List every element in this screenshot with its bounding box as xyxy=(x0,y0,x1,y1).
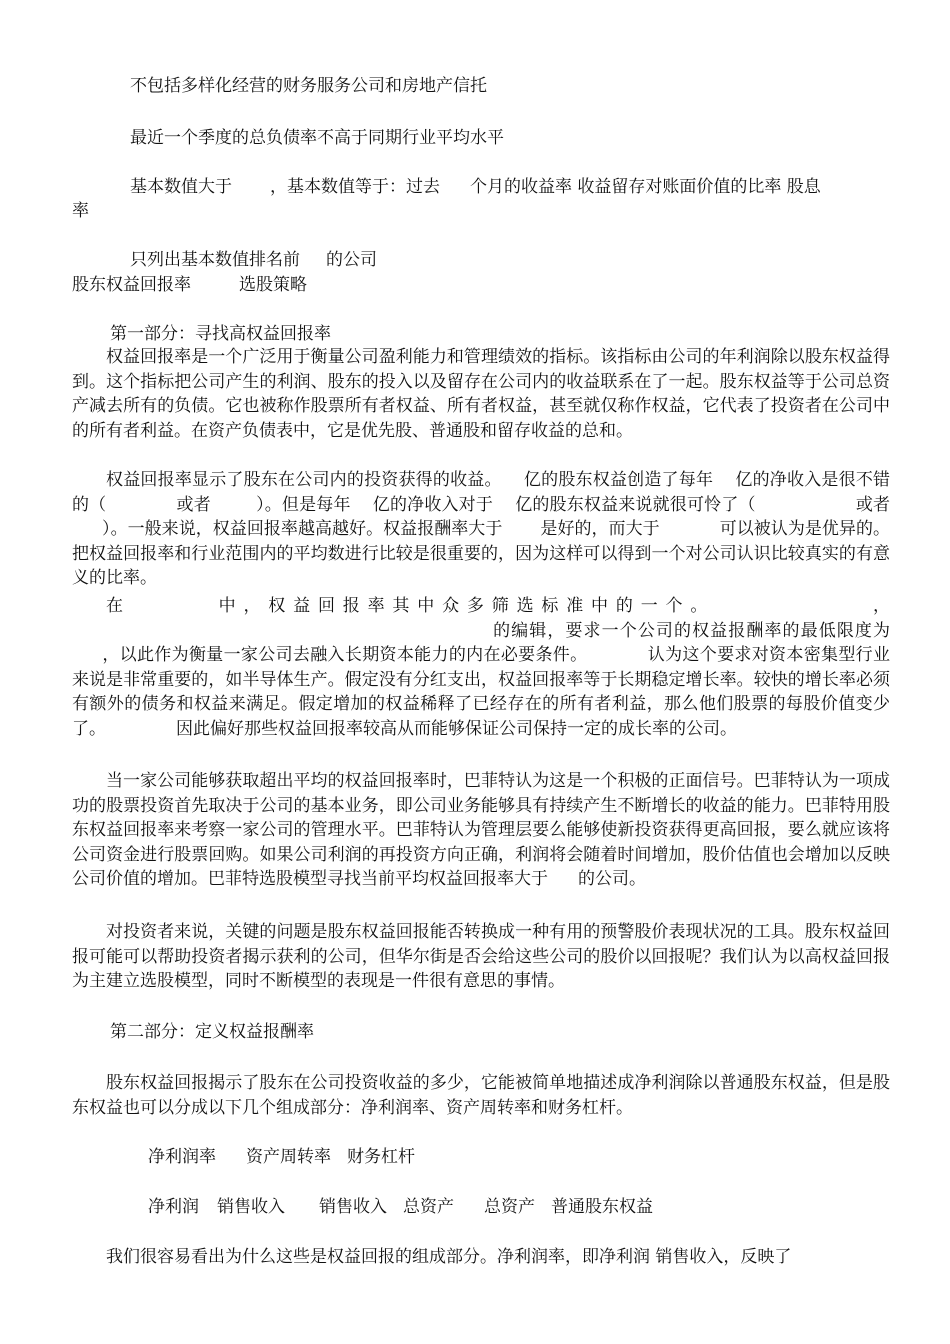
p3-part-d: 的编辑，要求一个公司的权益报酬率的最低限度为 xyxy=(492,620,890,641)
p2-part-i: ）。一般来说，权益回报率越高越好。权益报酬率大于 xyxy=(102,519,503,539)
criteria-line-3-part-b: ，基本数值等于：过去 xyxy=(270,177,440,197)
criteria-line-2: 最近一个季度的总负债率不高于同期行业平均水平 xyxy=(130,128,504,148)
p2-part-f: 亿的净收入对于 xyxy=(372,494,494,515)
p2-part-a: 权益回报率显示了股东在公司内的投资获得的收益。 xyxy=(106,470,502,490)
section-1-paragraph-1: 权益回报率是一个广泛用于衡量公司盈利能力和管理绩效的指标。该指标由公司的年利润除以股东权益得到。这个指标把公司产生的利润、股东的投入以及留存在公司内的收益联系在了一起。股东权益等于公司总资产减去所有的负债。它也被称作股票所有者权益、所有者权益，甚至就仅称作权益，它代表了投资者在公司中的所有者利益。在资产负债表中，它是优先股、普通股和留存收益的总和。 xyxy=(72,347,890,441)
p4-part-b: 的公司。 xyxy=(578,869,646,889)
formula-sales-2: 销售收入 xyxy=(319,1197,387,1217)
p3-part-a: 在 xyxy=(106,596,131,616)
criteria-line-1: 不包括多样化经营的财务服务公司和房地产信托 xyxy=(130,76,487,96)
formula-line-1 xyxy=(148,1146,415,1168)
section-2-paragraph-2: 我们很容易看出为什么这些是权益回报的组成部分。净利润率，即净利润 销售收入，反映了 xyxy=(106,1247,792,1267)
p3-part-e: ，以此作为衡量一家公司去融入长期资本能力的内在必要条件。 xyxy=(102,645,588,665)
formula-net-profit: 净利润 xyxy=(148,1197,199,1217)
p4-part-a: 当一家公司能够获取超出平均的权益回报率时，巴菲特认为这是一个积极的正面信号。巴菲特认为一项成功的股票投资首先取决于公司的基本业务，即公司业务能够具有持续产生不断增长的收益的能力。巴菲特用股东权益回报率来考察一家公司的管理水平。巴菲特认为管理层要么能够使新投资获得更高回报，要么就应该将公司资金进行股票回购。如果公司利润的再投资方向正确，利润将会随着时间增加，股价估值也会增加以反映公司价值的增加。巴菲特选股模型寻找当前平均权益回报率大于 xyxy=(72,771,890,889)
p3-part-c: ， xyxy=(865,596,891,616)
p2-part-e: ）。但是每年 xyxy=(255,494,351,515)
formula-line-2 xyxy=(148,1196,653,1218)
criteria-line-3 xyxy=(130,176,821,198)
p3-part-b: 中，权益回报率其中众多筛选标准中的一个。 xyxy=(210,596,716,616)
criteria-line-3-part-c: 个月的收益率 收益留存对账面价值的比率 股息 xyxy=(470,177,821,197)
p2-part-b: 亿的股东权益创造了每年 xyxy=(523,470,714,490)
document-title xyxy=(72,274,307,296)
criteria-line-3-part-a: 基本数值大于 xyxy=(130,177,232,197)
section-2-paragraph-1: 股东权益回报揭示了股东在公司投资收益的多少，它能被简单地描述成净利润除以普通股东权益，但是股东权益也可以分成以下几个组成部分：净利润率、资产周转率和财务杠杆。 xyxy=(72,1073,890,1118)
formula-net-margin: 净利润率 xyxy=(148,1147,216,1167)
formula-asset-turnover: 资产周转率 xyxy=(246,1147,331,1167)
criteria-line-4-part-b: 的公司 xyxy=(326,250,377,270)
section-2-heading: 第二部分：定义权益报酬率 xyxy=(110,1022,314,1042)
section-1-heading: 第一部分：寻找高权益回报率 xyxy=(110,324,331,344)
criteria-line-3-wrap: 率 xyxy=(72,201,89,221)
section-1-paragraph-3 xyxy=(72,594,890,741)
title-part-1: 股东权益回报率 xyxy=(72,275,191,295)
formula-common-equity: 普通股东权益 xyxy=(551,1197,653,1217)
section-1-paragraph-2 xyxy=(72,468,890,591)
p2-part-d: 或者 xyxy=(176,494,211,515)
p2-part-k: 可以被认为是优异的。把权益回报率和行业范围内的平均数进行比较是很重要的，因为这样可以得到一个对公司认识比较真实的有意义的比率。 xyxy=(72,519,891,588)
p2-part-h: 或者 xyxy=(855,494,891,515)
title-part-2: 选股策略 xyxy=(239,275,307,295)
p3-part-f: 认为这个要求对资本密集型行业来说是非常重要的，如半导体生产。假定没有分红支出，权益回报率等于长期稳定增长率。较快的增长率必须有额外的债务和权益来满足。假定增加的权益稀释了已经存在的所有者利益，那么他们股票的每股价值变少了。 xyxy=(72,645,891,739)
criteria-line-4 xyxy=(130,249,377,271)
p2-part-c: 亿的净收入是很不错的（ xyxy=(72,470,891,515)
section-1-paragraph-5: 对投资者来说，关键的问题是股东权益回报能否转换成一种有用的预警股价表现状况的工具。股东权益回报可能可以帮助投资者揭示获利的公司，但华尔街是否会给这些公司的股价以回报呢？我们认为以高权益回报为主建立选股模型，同时不断模型的表现是一件很有意思的事情。 xyxy=(72,922,890,991)
p3-part-g: 因此偏好那些权益回报率较高从而能够保证公司保持一定的成长率的公司。 xyxy=(176,718,737,739)
p2-part-j: 是好的，而大于 xyxy=(540,519,660,539)
p2-part-g: 亿的股东权益来说就很可怜了（ xyxy=(515,494,756,515)
formula-total-assets-2: 总资产 xyxy=(484,1197,535,1217)
formula-total-assets-1: 总资产 xyxy=(403,1197,454,1217)
formula-sales-1: 销售收入 xyxy=(217,1197,285,1217)
criteria-line-4-part-a: 只列出基本数值排名前 xyxy=(130,250,300,270)
section-1-paragraph-4 xyxy=(72,769,890,892)
formula-leverage: 财务杠杆 xyxy=(347,1147,415,1167)
